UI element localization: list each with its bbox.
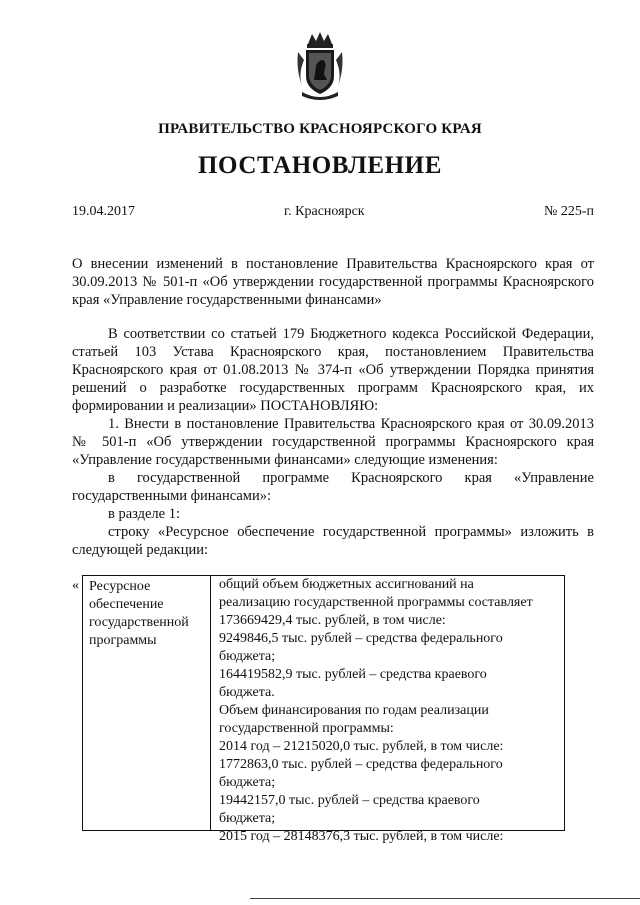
right-cell-line: государственной программы: [219,721,394,736]
right-cell-line: Объем финансирования по годам реализации [219,703,489,718]
resource-table [82,575,565,844]
document-subject: О внесении изменений в постановление Правительства Красноярского края от 30.09.2013 № 501-п «Об утверждении государственной программы Красноярского края «Управление государственными финансами» [72,256,594,308]
page-bottom-rule [250,898,640,899]
left-cell-line: Ресурсное [89,579,151,594]
right-cell-line: 173669429,4 тыс. рублей, в том числе: [219,613,446,628]
right-cell-line: 9249846,5 тыс. рублей – средства федерального [219,631,503,646]
right-cell-line: 19442157,0 тыс. рублей – средства краевого [219,793,480,808]
right-cell-line: бюджета; [219,811,276,826]
right-cell-line: 2015 год – 28148376,3 тыс. рублей, в том числе: [219,829,504,844]
item-1-paragraph: 1. Внести в постановление Правительства Красноярского края от 30.09.2013 № 501-п «Об утверждении государственной программы Красноярского края «Управление государственными финансами» следующие изменения: [72,416,594,468]
right-cell-line: реализацию государственной программы составляет [219,595,533,610]
in-program-paragraph: в государственной программе Красноярского края «Управление государственными финансами»: [72,470,594,504]
resource-table-right-cell [211,576,566,844]
right-cell-line: 164419582,9 тыс. рублей – средства краевого [219,667,487,682]
right-cell-line: 1772863,0 тыс. рублей – средства федерального [219,757,503,772]
document-number: № 225-п [543,204,594,219]
left-cell-line: программы [89,633,157,648]
resource-table-left-cell [83,576,211,830]
right-cell-line: бюджета; [219,775,276,790]
document-type-title: ПОСТАНОВЛЕНИЕ [197,152,443,179]
in-section-paragraph: в разделе 1: [108,506,181,522]
coat-of-arms-emblem [294,30,346,102]
preamble-paragraph: В соответствии со статьей 179 Бюджетного кодекса Российской Федерации, статьей 103 Устава Красноярского края, постановлением Правительства Красноярского края от 01.08.2013 № 374-п «Об утверждении Порядка принятия решений о разработке государственных программ Красноярского края, их формировании и реализации» ПОСТАНОВЛЯЮ: [72,326,594,414]
left-cell-line: государственной [89,615,189,630]
document-date: 19.04.2017 [72,204,135,219]
left-cell-line: обеспечение [89,597,164,612]
right-cell-line: 2014 год – 21215020,0 тыс. рублей, в том числе: [219,739,504,754]
opening-quote: « [72,578,79,593]
document-city: г. Красноярск [284,204,365,219]
government-title: ПРАВИТЕЛЬСТВО КРАСНОЯРСКОГО КРАЯ [158,121,482,137]
right-cell-line: общий объем бюджетных ассигнований на [219,577,474,592]
right-cell-line: бюджета; [219,649,276,664]
row-intro-paragraph: строку «Ресурсное обеспечение государственной программы» изложить в следующей редакции: [72,524,594,558]
document-body [72,325,594,559]
right-cell-line: бюджета. [219,685,275,700]
